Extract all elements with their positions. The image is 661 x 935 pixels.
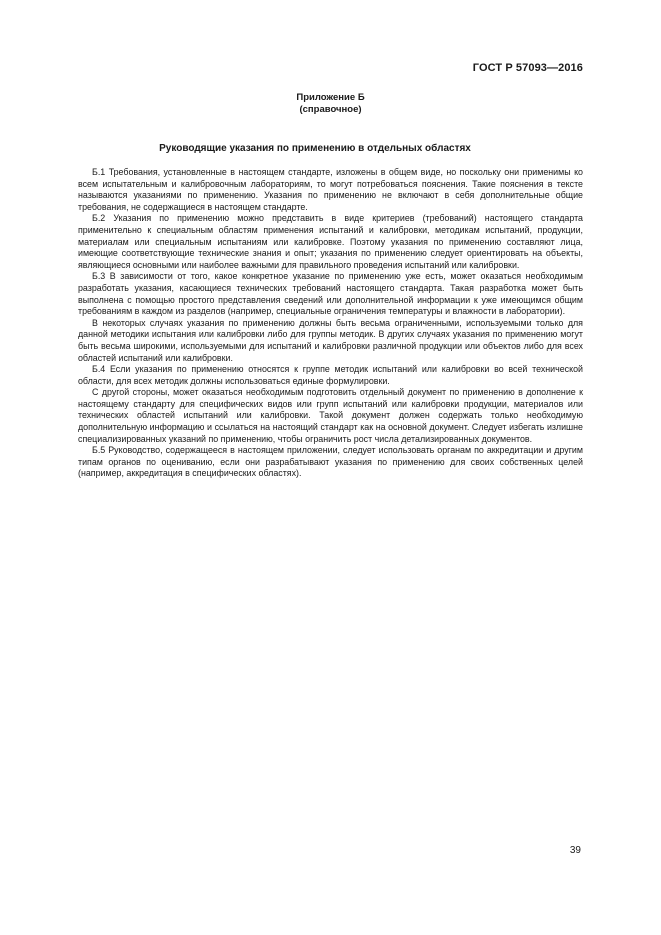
body-text: [78, 167, 583, 480]
appendix-subtitle: (справочное): [299, 104, 362, 115]
appendix-title: Приложение Б: [296, 92, 365, 103]
appendix-heading: [0, 92, 661, 116]
paragraph-b3-continued: В некоторых случаях указания по применению должны быть весьма ограниченными, используемыми только для данной методики испытания или калибровки либо для группы методик. В других случаях указания по применению могут быть весьма широкими, используемыми для испытаний и калибровки различной продукции или объектов либо для всех областей испытаний или калибровки.: [78, 317, 583, 363]
paragraph-b3: Б.3 В зависимости от того, какое конкретное указание по применению уже есть, может оказаться необходимым разработать указания, касающиеся технических требований настоящего стандарта. Такая разработка может быть выполнена с помощью простого представления сведений или дополнительной информации к уже имеющимся общим требованиям в каждом из разделов (например, специальные ограничения температуры и влажности в лаборатории).: [78, 271, 583, 317]
paragraph-b4-continued: С другой стороны, может оказаться необходимым подготовить отдельный документ по применению в дополнение к настоящему стандарту для специфических видов или групп испытаний или калибровки продукции, материалов или технических областей испытаний или калибровки. Такой документ должен содержать только необходимую дополнительную информацию и ссылаться на настоящий стандарт как на основной документ. Следует избегать излишне специализированных указаний по применению, чтобы ограничить рост числа детализированных документов.: [78, 387, 583, 444]
document-code: ГОСТ Р 57093—2016: [472, 62, 583, 74]
section-title: Руководящие указания по применению в отдельных областях: [159, 143, 471, 154]
page-number: 39: [569, 845, 581, 856]
paragraph-b1: Б.1 Требования, установленные в настоящем стандарте, изложены в общем виде, но поскольку они применимы ко всем испытательным и калибровочным лабораториям, то могут потребоваться пояснения. Такие пояснения в тексте называются указаниями по применению. Указания по применению не включают в себя дополнительные общие требования, не содержащиеся в настоящем стандарте.: [78, 167, 583, 212]
paragraph-b4: Б.4 Если указания по применению относятся к группе методик испытаний или калибровки во всей технической области, для всех методик должны использоваться единые формулировки.: [78, 364, 583, 386]
paragraph-b5: Б.5 Руководство, содержащееся в настоящем приложении, следует использовать органам по аккредитации и другим типам органов по оцениванию, если они разрабатывают указания по применению для своих собственных целей (например, аккредитация в специфических областях).: [78, 445, 583, 479]
paragraph-b2: Б.2 Указания по применению можно представить в виде критериев (требований) настоящего стандарта применительно к специальным областям применения испытаний и калибровки, методикам испытаний, продукции, материалам или специальным испытаниям или калибровке. Поэтому указания по применению составляют лица, имеющие соответствующие технические знания и опыт; указания по применению следует ориентировать на объекты, являющиеся основными или наиболее важными для правильного проведения испытаний или калибровки.: [78, 213, 583, 270]
